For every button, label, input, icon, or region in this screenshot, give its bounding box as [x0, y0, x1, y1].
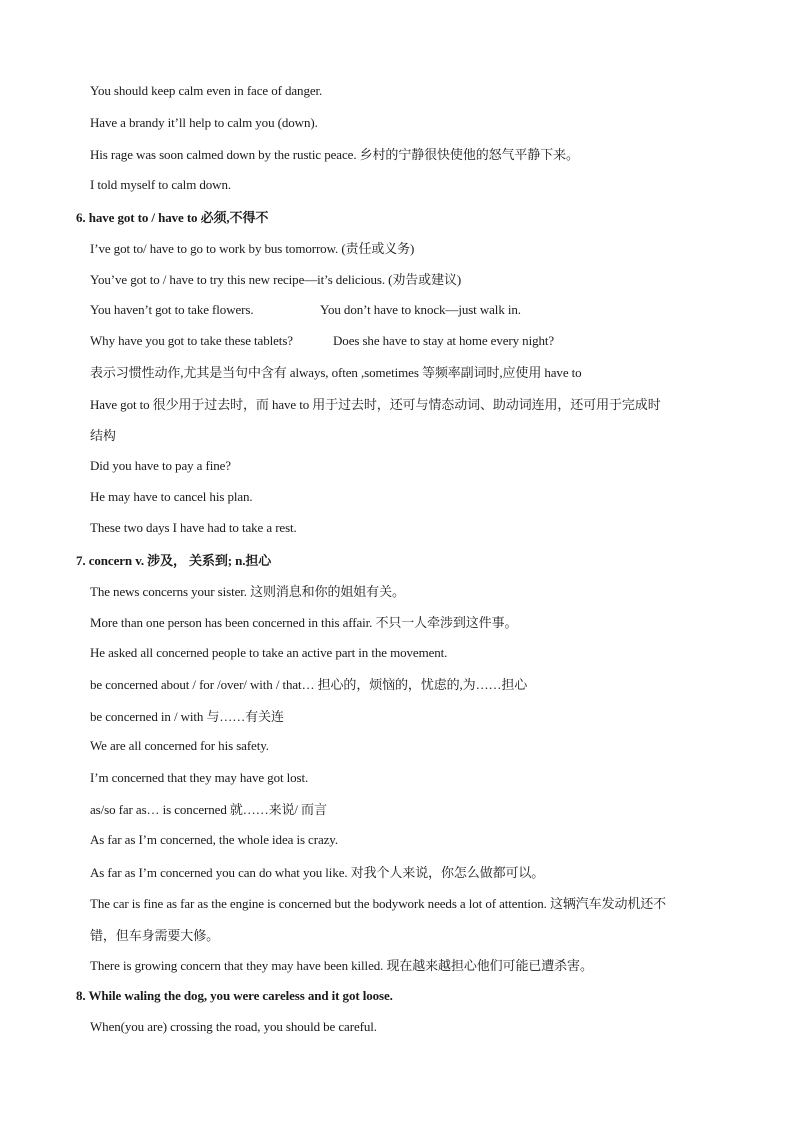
example-sentence: You don’t have to knock—just walk in.	[320, 302, 521, 317]
example-sentence: When(you are) crossing the road, you should be careful.	[90, 1019, 377, 1034]
usage-note: 表示习惯性动作,尤其是当句中含有 always, often ,sometimes 等频率副词时,应使用 have to	[90, 365, 582, 380]
example-sentence: As far as I’m concerned you can do what you like. 对我个人来说，你怎么做都可以。	[90, 865, 545, 880]
example-sentence: There is growing concern that they may have been killed. 现在越来越担心他们可能已遭杀害。	[90, 958, 593, 973]
example-sentence: Why have you got to take these tablets?	[90, 333, 293, 348]
section-heading-7: 7. concern v. 涉及， 关系到; n.担心	[76, 553, 272, 568]
example-sentence-continued: 错，但车身需要大修。	[90, 928, 220, 943]
example-sentence: We are all concerned for his safety.	[90, 738, 269, 753]
example-sentence: I’m concerned that they may have got lost.	[90, 770, 309, 785]
phrase-definition: be concerned in / with 与……有关连	[90, 709, 284, 724]
section-heading-8: 8. While waling the dog, you were careless and it got loose.	[76, 988, 393, 1003]
example-sentence: You haven’t got to take flowers.	[90, 302, 254, 317]
example-sentence: These two days I have had to take a rest.	[90, 520, 297, 535]
example-sentence: You should keep calm even in face of danger.	[90, 83, 323, 98]
example-sentence: Does she have to stay at home every night?	[333, 333, 555, 348]
example-sentence: More than one person has been concerned in this affair. 不只一人牵涉到这件事。	[90, 615, 518, 630]
section-heading-6: 6. have got to / have to 必须,不得不	[76, 210, 269, 225]
example-sentence: His rage was soon calmed down by the rustic peace. 乡村的宁静很快使他的怒气平静下来。	[90, 147, 579, 162]
phrase-definition: be concerned about / for /over/ with / that… 担心的，烦恼的，忧虑的,为……担心	[90, 677, 528, 692]
example-sentence: I told myself to calm down.	[90, 177, 231, 192]
example-sentence: He asked all concerned people to take an active part in the movement.	[90, 645, 448, 660]
usage-note-continued: 结构	[90, 428, 116, 443]
example-sentence: I’ve got to/ have to go to work by bus tomorrow. (责任或义务)	[90, 241, 415, 256]
example-sentence: You’ve got to / have to try this new recipe—it’s delicious. (劝告或建议)	[90, 272, 462, 287]
phrase-definition: as/so far as… is concerned 就……来说/ 而言	[90, 802, 327, 817]
example-sentence: Did you have to pay a fine?	[90, 458, 231, 473]
example-sentence: As far as I’m concerned, the whole idea is crazy.	[90, 832, 339, 847]
example-sentence: The car is fine as far as the engine is concerned but the bodywork needs a lot of attention. 这辆汽车发动机还不	[90, 896, 667, 911]
example-sentence: Have a brandy it’ll help to calm you (down).	[90, 115, 318, 130]
example-sentence: The news concerns your sister. 这则消息和你的姐姐有关。	[90, 584, 405, 599]
example-sentence: He may have to cancel his plan.	[90, 489, 253, 504]
usage-note: Have got to 很少用于过去时，而 have to 用于过去时，还可与情态动词、助动词连用，还可用于完成时	[90, 397, 661, 412]
